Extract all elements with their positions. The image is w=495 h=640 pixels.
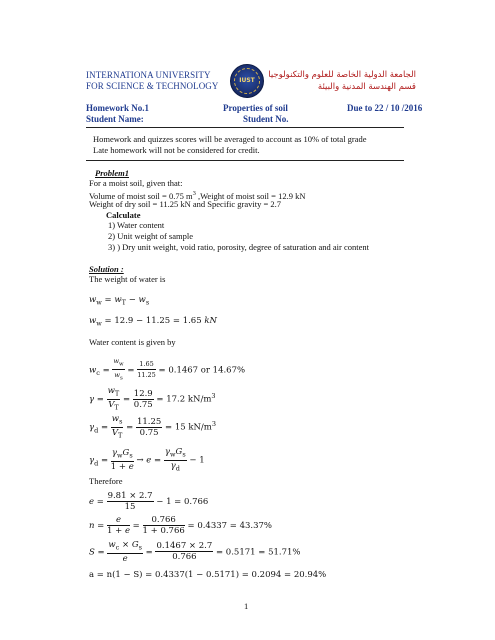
e-num: 9.81 × 2.7 <box>107 491 153 501</box>
problem-intro: For a moist soil, given that: <box>89 178 183 188</box>
eq-weight-water-value: $w_w = 12.9 - 11.25 = 1.65$ kN <box>89 316 217 328</box>
eq-saturation: S = $\frac{w_c \times G_s}{e}$ = $\frac{0.1467 \times 2.7}{0.766}$ = 0.5171 = 51.71% <box>89 540 301 564</box>
therefore-label: Therefore <box>89 476 123 486</box>
eq-dry-unit-weight: $\gamma_d$ = $\frac{w_s}{V_T}$ = $\frac{11.25}{0.75}$ = 15 $kN/m^3$ <box>89 414 216 440</box>
gamma-num: 12.9 <box>133 388 153 399</box>
gamma-result: = 17.2 kN/m <box>156 394 212 405</box>
gamma-den: 0.75 <box>133 399 153 410</box>
calc-item-1: 1) Water content <box>108 220 165 230</box>
given-dry-weight: Weight of dry soil = 11.25 kN and Specific gravity = 2.7 <box>89 199 282 209</box>
wc-result: = 0.1467 or 14.67% <box>158 365 246 376</box>
homework-number: Homework No.1 <box>86 103 149 113</box>
wc-num: 1.65 <box>137 359 156 370</box>
problem-title: Problem1 <box>95 168 129 178</box>
wc-den: 11.25 <box>137 371 156 380</box>
university-logo <box>230 64 264 98</box>
university-name-en-line1: INTERNATIONA UNIVERSITY <box>86 70 211 80</box>
given1-sup: 3 <box>192 190 196 197</box>
calc-item-2: 2) Unit weight of sample <box>108 231 193 241</box>
eq-porosity: n = $\frac{e}{1 + e}$ = $\frac{0.766}{1 + 0.766}$ = 0.4337 = 43.37% <box>89 515 273 536</box>
e-result: − 1 = 0.766 <box>156 497 209 507</box>
gd-den: 0.75 <box>139 427 159 438</box>
gd-result: = 15 kN/m <box>165 422 212 433</box>
university-name-en-line2: FOR SCIENCE & TECHNOLOGY <box>86 81 219 91</box>
divider-bottom <box>86 160 404 161</box>
given1-text: Volume of moist soil = 0.75 m <box>89 190 193 201</box>
solution-line2: Water content is given by <box>89 337 176 347</box>
e-den: 15 <box>124 502 136 512</box>
n-num: 0.766 <box>143 515 185 526</box>
n-den: 1 + 0.766 <box>142 526 185 536</box>
notice-line2: Late homework will not be considered for credit. <box>93 145 260 155</box>
eq-void-ratio-value: e = $\frac{9.81 \times 2.7}{15}$ − 1 = 0.766 <box>89 491 209 512</box>
solution-title: Solution : <box>89 264 124 274</box>
gd-num: 11.25 <box>136 416 162 427</box>
solution-line1: The weight of water is <box>89 274 166 284</box>
student-name-label: Student Name: <box>86 114 144 124</box>
homework-topic: Properties of soil <box>223 103 288 113</box>
divider-top <box>86 127 404 128</box>
eq-weight-water-formula: $w_w = w_T - w_s$ <box>89 295 150 307</box>
eq-air-content: a = n(1 − S) = 0.4337(1 − 0.5171) = 0.2094 = 20.94% <box>89 570 327 580</box>
university-name-ar-line2: قسم الهندسة المدنية والبيئة <box>317 82 416 92</box>
given1-rest: ,Weight of moist soil = 12.9 kN <box>195 190 306 201</box>
s-den: 0.766 <box>172 552 197 563</box>
eq-unit-weight: γ = $\frac{w_T}{V_T}$ = $\frac{12.9}{0.75}$ = 17.2 $kN/m^3$ <box>89 386 216 412</box>
eq-water-content: $w_c$ = $\frac{w_w}{w_s}$ = $\frac{1.65}{11.25}$ = 0.1467 or 14.67% <box>89 357 246 382</box>
calculate-heading: Calculate <box>106 210 141 220</box>
s-result: = 0.5171 = 51.71% <box>215 547 301 558</box>
due-date: Due to 22 / 10 /2016 <box>347 103 423 113</box>
eq-void-ratio-formula: $\gamma_d$ = $\frac{\gamma_wG_s}{1 + e}$ → e = $\frac{\gamma_wG_s}{\gamma_d}$ − 1 <box>89 447 205 473</box>
n-result: = 0.4337 = 43.37% <box>187 521 273 531</box>
s-num: 0.1467 × 2.7 <box>156 541 213 552</box>
university-name-ar-line1: الجامعة الدولية الخاصة للعلوم والتكنولوجيا <box>268 70 416 80</box>
page-number: 1 <box>244 601 249 611</box>
logo-text: IUST <box>239 77 255 84</box>
student-number-label: Student No. <box>243 114 289 124</box>
calc-item-3: 3) ) Dry unit weight, void ratio, porosity, degree of saturation and air content <box>108 242 369 252</box>
notice-line1: Homework and quizzes scores will be averaged to account as 10% of total grade <box>93 134 367 144</box>
